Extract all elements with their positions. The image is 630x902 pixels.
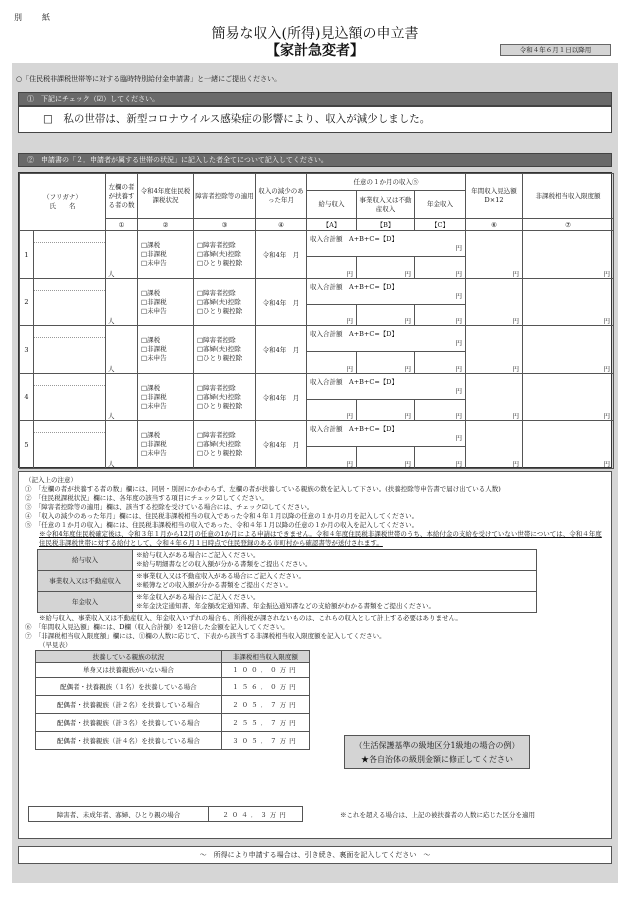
- salary-header: 給与収入: [307, 191, 357, 219]
- annual-cell[interactable]: 円: [466, 326, 523, 374]
- deduction-header: 障害者控除等の適用: [194, 174, 256, 219]
- tax-status-checkboxes[interactable]: □課税 □非課税 □未申告: [138, 326, 194, 374]
- page-subtitle: 【家計急変者】: [266, 43, 364, 59]
- col-num: ⑥: [466, 219, 523, 231]
- month-cell[interactable]: 令和4年 月: [256, 326, 307, 374]
- limit-cell[interactable]: 円: [523, 326, 614, 374]
- tax-status-checkboxes[interactable]: □課税 □非課税 □未申告: [138, 278, 194, 326]
- sum-cell[interactable]: 収入合計額 A+B+C=【D】 円: [307, 421, 466, 447]
- month-cell[interactable]: 令和4年 月: [256, 278, 307, 326]
- income-type-label: 給与収入: [38, 550, 133, 571]
- col-num: 【B】: [357, 219, 415, 231]
- covid-income-checkbox[interactable]: □ 私の世帯は、新型コロナウイルス感染症の影響により、収入が減少しました。: [18, 106, 612, 133]
- note: ① 「左欄の者が扶養する者の数」欄には、同居・別居にかかわらず、左欄の者が扶養している親族の数を記入して下さい。(扶養控除等申告書で届け出ている人数): [25, 485, 501, 493]
- special-limit-table: [28, 806, 303, 822]
- deduction-checkboxes[interactable]: □障害者控除 □寡婦(夫)控除 □ひとり親控除: [194, 278, 256, 326]
- limit-cell[interactable]: 円: [523, 278, 614, 326]
- col-num: 【A】: [307, 219, 357, 231]
- page-title: 簡易な収入(所得)見込額の申立書: [211, 26, 419, 42]
- col-num: ③: [194, 219, 256, 231]
- row-number: 3: [20, 326, 34, 374]
- salary-cell[interactable]: 円: [307, 257, 357, 279]
- limit-cell[interactable]: 円: [523, 373, 614, 421]
- dependents-cell[interactable]: 人: [106, 326, 138, 374]
- row-number: 4: [20, 373, 34, 421]
- name-cell[interactable]: [34, 231, 106, 279]
- sum-cell[interactable]: 収入合計額 A+B+C=【D】 円: [307, 326, 466, 352]
- date-badge: 令和４年６月１日以降用: [500, 44, 611, 56]
- income-type-label: 事業収入又は不動産収入: [38, 571, 133, 592]
- business-cell[interactable]: 円: [357, 399, 415, 421]
- col-num: ④: [256, 219, 307, 231]
- salary-cell[interactable]: 円: [307, 399, 357, 421]
- pension-cell[interactable]: 円: [415, 352, 466, 374]
- row-number: 5: [20, 421, 34, 469]
- pension-cell[interactable]: 円: [415, 257, 466, 279]
- name-cell[interactable]: [34, 373, 106, 421]
- name-header: （フリガナ） 氏 名: [20, 174, 106, 231]
- col-num: ②: [138, 219, 194, 231]
- deduction-checkboxes[interactable]: □障害者控除 □寡婦(夫)控除 □ひとり親控除: [194, 326, 256, 374]
- dependents-cell[interactable]: 人: [106, 278, 138, 326]
- note: ⑤ 「任意の１か月の収入」欄には、住民税非課税相当の収入であった、令和４年１月以降の任意の１か月の収入を記入してください。: [25, 521, 419, 529]
- pension-header: 年金収入: [415, 191, 466, 219]
- section1-bar: ① 下記にチェック（☑）してください。: [18, 92, 612, 106]
- deduction-checkboxes[interactable]: □障害者控除 □寡婦(夫)控除 □ひとり親控除: [194, 373, 256, 421]
- limit-header: 非課税相当収入限度額: [523, 174, 614, 219]
- sum-cell[interactable]: 収入合計額 A+B+C=【D】 円: [307, 278, 466, 304]
- limit-condition: 配偶者・扶養親族（１名）を扶養している場合: [36, 678, 222, 696]
- note: ※令和4年度住民税確定後は、令和３年１月から12月の任意の1か月による申請はできません。令和４年度住民税非課税世帯のうち、本給付金の支給を受けていない世帯については、令和４年度住民税非課税世帯に対する給付として、令和４年６月１日時点で住民登録のある市町村から確認書等が送付されます。: [39, 530, 602, 547]
- section2-bar: ② 申請書の「２．申請者が属する世帯の状況」に記入した者全てについて記入してください。: [18, 153, 612, 167]
- submission-notice: ○「住民税非課税世帯等に対する臨時特別給付金申請書」と一緒にご提出ください。: [16, 75, 282, 83]
- annex-label: 別 紙: [14, 13, 56, 22]
- tax-status-checkboxes[interactable]: □課税 □非課税 □未申告: [138, 231, 194, 279]
- note: ② 「住民税課税状況」欄には、各年度の該当する項目にチェック☑してください。: [25, 494, 268, 502]
- limit-value: ２０４．３万円: [209, 807, 303, 822]
- dependents-cell[interactable]: 人: [106, 373, 138, 421]
- pension-cell[interactable]: 円: [415, 304, 466, 326]
- annual-cell[interactable]: 円: [466, 373, 523, 421]
- limit-value: １５６．０万円: [221, 678, 309, 696]
- limit-value: ２０５．７万円: [221, 696, 309, 714]
- limit-condition: 配偶者・扶養親族（計４名）を扶養している場合: [36, 732, 222, 750]
- household-income-table: [18, 172, 612, 468]
- limit-table-header: 非課税相当収入限度額: [221, 651, 309, 663]
- name-cell[interactable]: [34, 278, 106, 326]
- limit-cell[interactable]: 円: [523, 421, 614, 469]
- note: ④ 「収入の減少のあった年月」欄には、住民税非課税相当の収入であった令和４年１月以降の任意の１か月の月を記入してください。: [25, 512, 419, 520]
- quick-table-label: （早見表）: [39, 641, 72, 649]
- tax-status-checkboxes[interactable]: □課税 □非課税 □未申告: [138, 373, 194, 421]
- annual-cell[interactable]: 円: [466, 421, 523, 469]
- deduction-checkboxes[interactable]: □障害者控除 □寡婦(夫)控除 □ひとり親控除: [194, 231, 256, 279]
- income-type-desc: ※事業収入又は不動産収入がある場合にご記入ください。 ※帳簿などの収入額が分かる書類をご提出ください。: [133, 571, 537, 592]
- limit-note: ※これを超える場合は、上記の被扶養者の人数に応じた区分を適用: [340, 811, 535, 819]
- limit-condition: 障害者、未成年者、寡婦、ひとり親の場合: [29, 807, 209, 822]
- income-type-desc: ※年金収入がある場合にご記入ください。 ※年金決定通知書、年金額改定通知書、年金振込通知書などの支給額がわかる書類をご提出ください。: [133, 592, 537, 613]
- limit-value: １００．０万円: [221, 663, 309, 678]
- name-cell[interactable]: [34, 326, 106, 374]
- dependents-header: 左欄の者が扶養する者の数: [106, 174, 138, 219]
- name-cell[interactable]: [34, 421, 106, 469]
- col-num: 【C】: [415, 219, 466, 231]
- limit-condition: 単身又は扶養親族がいない場合: [36, 663, 222, 678]
- monthly-income-header: 任意の１か月の収入⑤: [307, 174, 466, 191]
- month-header: 収入の減少のあった年月: [256, 174, 307, 219]
- notes-section: [18, 471, 612, 839]
- note: ⑦ 「非課税相当収入限度額」欄には、①欄の人数に応じて、下表から該当する非課税相当収入限度額を記入してください。: [25, 632, 386, 640]
- business-header: 事業収入又は不動産収入: [357, 191, 415, 219]
- row-number: 2: [20, 278, 34, 326]
- salary-cell[interactable]: 円: [307, 352, 357, 374]
- deduction-checkboxes[interactable]: □障害者控除 □寡婦(夫)控除 □ひとり親控除: [194, 421, 256, 469]
- tax-status-checkboxes[interactable]: □課税 □非課税 □未申告: [138, 421, 194, 469]
- limit-cell[interactable]: 円: [523, 231, 614, 279]
- salary-cell[interactable]: 円: [307, 304, 357, 326]
- income-type-desc: ※給与収入がある場合にご記入ください。 ※給与明細書などの収入額が分かる書類をご提出ください。: [133, 550, 537, 571]
- col-num: ⑦: [523, 219, 614, 231]
- pension-cell[interactable]: 円: [415, 447, 466, 469]
- notes-heading: （記入上の注意）: [25, 476, 77, 484]
- limit-value: ３０５．７万円: [221, 732, 309, 750]
- business-cell[interactable]: 円: [357, 352, 415, 374]
- sum-cell[interactable]: 収入合計額 A+B+C=【D】 円: [307, 373, 466, 399]
- business-cell[interactable]: 円: [357, 447, 415, 469]
- limit-value: ２５５．７万円: [221, 714, 309, 732]
- municipal-note-box: （生活保護基準の級地区分1級地の場合の例） ★各自治体の級別金額に修正してください: [344, 735, 530, 769]
- income-type-label: 年金収入: [38, 592, 133, 613]
- limit-condition: 配偶者・扶養親族（計３名）を扶養している場合: [36, 714, 222, 732]
- dependents-cell[interactable]: 人: [106, 421, 138, 469]
- sum-cell[interactable]: 収入合計額 A+B+C=【D】 円: [307, 231, 466, 257]
- dependents-cell[interactable]: 人: [106, 231, 138, 279]
- row-number: 1: [20, 231, 34, 279]
- business-cell[interactable]: 円: [357, 304, 415, 326]
- note: ③ 「障害者控除等の適用」欄は、該当する控除を受けている場合には、チェック☑してください。: [25, 503, 314, 511]
- annual-cell[interactable]: 円: [466, 231, 523, 279]
- note: ⑥ 「年間収入見込額」欄には、D欄（収入合計額）を12倍した金額を記入してください。: [25, 623, 289, 631]
- month-cell[interactable]: 令和4年 月: [256, 421, 307, 469]
- tax-status-header: 令和4年度住民税課税状況: [138, 174, 194, 219]
- business-cell[interactable]: 円: [357, 257, 415, 279]
- footer-note: ～ 所得により申請する場合は、引き続き、裏面を記入してください ～: [18, 846, 612, 864]
- limit-table: [35, 650, 310, 750]
- annual-cell[interactable]: 円: [466, 278, 523, 326]
- annual-header: 年間収入見込額D×12: [466, 174, 523, 219]
- limit-table-header: 扶養している親族の状況: [36, 651, 222, 663]
- income-type-table: [37, 549, 537, 613]
- month-cell[interactable]: 令和4年 月: [256, 373, 307, 421]
- salary-cell[interactable]: 円: [307, 447, 357, 469]
- note: ※給与収入、事業収入又は不動産収入、年金収入いずれの場合も、所得税が課されないものは、これらの収入として計上する必要はありません。: [39, 614, 462, 622]
- month-cell[interactable]: 令和4年 月: [256, 231, 307, 279]
- limit-condition: 配偶者・扶養親族（計２名）を扶養している場合: [36, 696, 222, 714]
- col-num: ①: [106, 219, 138, 231]
- pension-cell[interactable]: 円: [415, 399, 466, 421]
